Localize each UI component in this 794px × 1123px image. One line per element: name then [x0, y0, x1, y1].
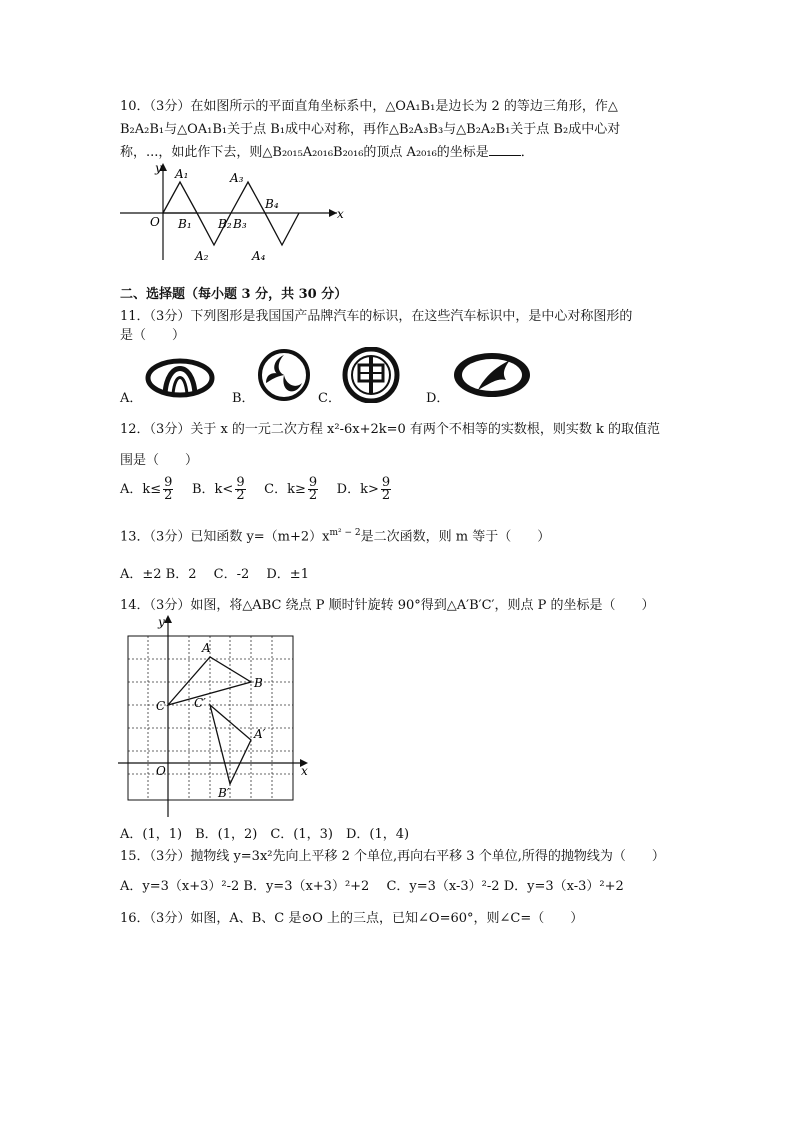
- q12-line2: 围是（ ）: [120, 453, 199, 468]
- triangle-abc: [168, 657, 251, 705]
- q11-option-d: D．: [426, 391, 450, 406]
- label-B3: B₃: [233, 217, 247, 231]
- grid-x-label: x: [301, 764, 308, 778]
- label-C-prime: C′: [194, 696, 206, 710]
- q12-options: [120, 476, 393, 504]
- label-A1: A₁: [175, 167, 189, 181]
- answer-blank: [489, 143, 521, 156]
- label-B2: B₂: [218, 217, 232, 231]
- label-A-prime: A′: [254, 727, 266, 741]
- label-A: A: [202, 641, 211, 655]
- q10-line3-end: ．: [520, 145, 534, 160]
- q13-text-pre: 13．（3分）已知函数 y=（m+2）x: [120, 529, 330, 545]
- q11-line1: 11．（3分）下列图形是我国国产品牌汽车的标识，在这些汽车标识中，是中心对称图形的: [120, 309, 633, 324]
- q10-line2: B₂A₂B₁与△OA₁B₁关于点 B₁成中心对称，再作△B₂A₃B₃与△B₂A₂B₁关于点 B₂成中心对: [120, 122, 621, 137]
- car-logo-a: [145, 350, 215, 400]
- q10-line1: 10．（3分）在如图所示的平面直角坐标系中，△OA₁B₁是边长为 2 的等边三角形，作△: [120, 99, 618, 114]
- q10-zigzag-figure: [115, 160, 355, 265]
- x-axis-label: x: [337, 207, 344, 221]
- label-B4: B₄: [265, 197, 279, 211]
- q12-option-b: B．k< $\frac{9}{2}$: [191, 475, 245, 503]
- grid-y-label: y: [158, 615, 165, 629]
- q11-line2: 是（ ）: [120, 328, 186, 343]
- q13-line1: [120, 524, 550, 546]
- q12-option-d: D．k> $\frac{9}{2}$: [336, 475, 391, 503]
- car-logo-c: [340, 347, 402, 403]
- car-logo-b: [256, 347, 312, 403]
- label-A3: A₃: [230, 171, 244, 185]
- grid-origin-label: O: [156, 764, 166, 778]
- section-heading: 二、选择题（每小题 3 分，共 30 分）: [120, 287, 348, 302]
- label-C: C: [156, 699, 166, 713]
- q16-line1: 16．（3分）如图，A、B、C 是⊙O 上的三点，已知∠O=60°，则∠C=（ ）: [120, 911, 584, 926]
- q15-options: A．y=3（x+3）²-2 B．y=3（x+3）²+2 C．y=3（x-3）²-2 D．y=3（x-3）²+2: [120, 879, 624, 894]
- y-axis-label: y: [155, 161, 162, 175]
- triangle-abc-prime: [210, 705, 251, 784]
- q12-option-c: C．k≥ $\frac{9}{2}$: [264, 475, 318, 503]
- label-B: B: [254, 676, 263, 690]
- label-A4: A₄: [252, 249, 266, 263]
- label-B-prime: B′: [218, 786, 230, 800]
- q10-line3-text: 称，...，如此作下去，则△B₂₀₁₅A₂₀₁₆B₂₀₁₆的顶点 A₂₀₁₆的坐标是: [120, 145, 489, 160]
- q11-option-a: A．: [120, 391, 143, 406]
- q13-options: A．±2 B．2 C．-2 D．±1: [120, 567, 309, 582]
- q14-grid-figure: [118, 612, 318, 822]
- q12-option-a: A．k≤ $\frac{9}{2}$: [120, 475, 173, 503]
- origin-label: O: [150, 215, 160, 229]
- q14-line1: 14．（3分）如图，将△ABC 绕点 P 顺时针旋转 90°得到△A′B′C′，则点 P 的坐标是（ ）: [120, 598, 655, 613]
- q14-options: A．(1，1) B．(1，2) C．(1，3) D．(1，4): [120, 827, 410, 842]
- q12-line1: 12．（3分）关于 x 的一元二次方程 x²-6x+2k=0 有两个不相等的实数根，则实数 k 的取值范: [120, 422, 661, 437]
- q11-option-c: C．: [318, 391, 341, 406]
- q15-line1: 15．（3分）抛物线 y=3x²先向上平移 2 个单位,再向右平移 3 个单位,所得的抛物线为（ ）: [120, 849, 665, 864]
- q11-option-b: B．: [232, 391, 255, 406]
- label-B1: B₁: [178, 217, 192, 231]
- q13-text-post: 是二次函数，则 m 等于（ ）: [360, 529, 551, 545]
- car-logo-d: [450, 350, 534, 400]
- label-A2: A₂: [195, 249, 209, 263]
- q13-exponent: m² − 2: [329, 528, 361, 538]
